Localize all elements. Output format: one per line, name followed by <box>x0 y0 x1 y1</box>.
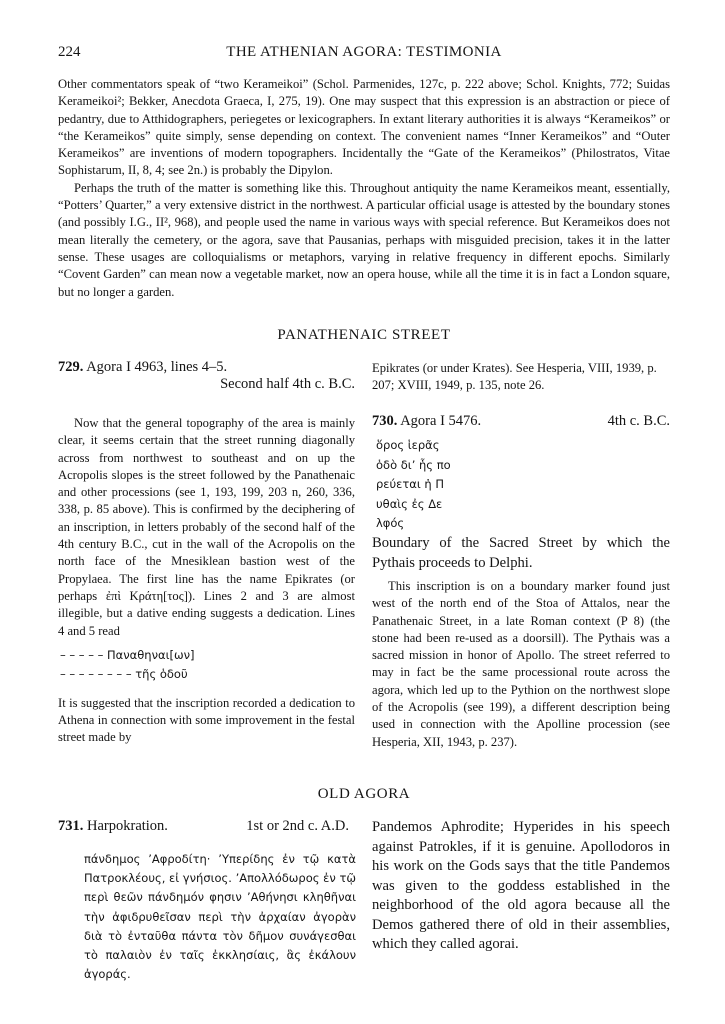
entry-730-body <box>372 578 670 751</box>
entry-731-greek-text: πάνδημος ’Αφροδίτη· ’Υπερίδης ἐν τῷ κατὰ Πατροκλέους, εἰ γνήσιος. ’Απολλόδωρος ἐν τῷ περὶ θεῶν πάνδημόν φησιν ’Αθήνησι κληθῆναι τὴν ἀφιδρυθεῖσαν περὶ τὴν ἀρχαίαν ἀγορὰν διὰ τὸ ἐνταῦθα πάντα τὸν δῆμον συνάγεσθαι τὸ παλαιὸν ἐν ταῖς ἐκκλησίαις, ἃς ἐκάλουν ἀγοράς. <box>84 852 356 982</box>
entry-date: 1st or 2nd c. A.D. <box>246 818 349 834</box>
running-header <box>58 44 670 66</box>
entry-729-paragraph-2: It is suggested that the inscription recorded a dedication to Athena in connection with some improvement in the festal street made by <box>58 695 355 745</box>
entry-source: Agora I 4963, lines 4–5. <box>86 359 228 375</box>
greek-line: λφός <box>376 516 405 530</box>
entry-731-heading <box>58 818 355 835</box>
intro-text <box>58 76 670 301</box>
entry-source: Agora I 5476. <box>400 413 482 429</box>
greek-line: ρεύεται ἡ Π <box>376 477 445 491</box>
page-number: 224 <box>58 44 81 60</box>
entry-date: Second half 4th c. B.C. <box>220 376 355 392</box>
greek-line: ὅρος ἱερᾶς <box>376 438 440 452</box>
inscription-line-4: – – – – – Παναθηναι[ων] <box>60 647 195 662</box>
entry-729-paragraph: Now that the general topography of the area is mainly clear, it seems certain that the street running diagonally across from northwest to southeast and on up the Acropolis slopes is the street followed by the Panathenaic and other processions (see 1, 193, 199, 203 n, 260, 336, 338, p. 85 above). This is confirmed by the deciphering of an inscription, in letters probably of the second half of the 4th century B.C., cut in the wall of the Acropolis on the north face of the Mnesiklean bastion west of the Propylaea. The first line has the name Epikrates (or perhaps ἐπὶ Κράτη[τος]). Lines 2 and 3 are almost illegible, but a dative ending suggests a dedication. Lines 4 and 5 read <box>58 416 355 638</box>
entry-date: 4th c. B.C. <box>607 413 670 429</box>
inscription-line-5: – – – – – – – – τῆς ὁδοῦ <box>60 667 188 682</box>
entry-number: 731. <box>58 818 84 834</box>
section-heading-panathenaic-street: PANATHENAIC STREET <box>277 327 451 343</box>
entry-number: 729. <box>58 359 84 375</box>
running-title: THE ATHENIAN AGORA: TESTIMONIA <box>226 44 502 60</box>
entry-730-translation: Boundary of the Sacred Street by which the Pythais proceeds to Delphi. <box>372 535 670 571</box>
section-heading-old-agora: OLD AGORA <box>317 786 411 802</box>
entry-730-paragraph: This inscription is on a boundary marker found just west of the north end of the Stoa of Attalos, near the Panathenaic Street, in a late Roman context (P 8) (the stone had been re-used as a doorsill). The Pythais was a sacred mission in honor of Apollo. The street referred to may in fact be the same processional route across the agora, which led up to the Pythion on the northwest slope of the Acropolis (see 199), a different description being used in connection with the Apolline procession (see Hesperia, XII, 1943, p. 237). <box>372 579 670 749</box>
entry-730-heading <box>372 413 670 430</box>
entry-731-translation: Pandemos Aphrodite; Hyperides in his speech against Patrokles, if it is genuine. Apollodoros in his work on the Gods says that the title Pandemos was given to the goddess established in the neighborhood of the old agora because all the Demos gathered there of old in their assemblies, which they called agorai. <box>372 819 670 952</box>
greek-line: υθαὶς ἐς Δε <box>376 496 443 511</box>
entry-729-heading <box>58 359 355 393</box>
entry-source: Harpokration. <box>87 818 168 834</box>
intro-paragraph-1: Other commentators speak of “two Kerameikoi” (Schol. Parmenides, 127c, p. 222 above; Schol. Knights, 772; Suidas Kerameikoi²; Bekker, Anecdota Graeca, I, 275, 19). One may suspect that this expression is an abstraction or piece of pedantry, due to Atthidographers, periegetes or lexicographers. In extant literary authorities it is always “Kerameikos” or “the Kerameikos” quite simply, sense depending on context. The convenient names “Inner Kerameikos” and “Outer Kerameikos” are inventions of modern topographers. Incidentally the “Gate of the Kerameikos” (Philostratos, Vitae Sophistarum, II, 8, 4; see 2n.) is probably the Dipylon. <box>58 77 670 178</box>
entry-729-continuation: Epikrates (or under Krates). See Hesperia, VIII, 1939, p. 207; XVIII, 1949, p. 135, note 26. <box>372 361 657 393</box>
entry-number: 730. <box>372 413 398 429</box>
intro-paragraph-2: Perhaps the truth of the matter is something like this. Throughout antiquity the name Kerameikos meant, essentially, “Potters’ Quarter,” a very extensive district in the northwest. A particular official usage is attested by the boundary stones (and possibly I.G., II², 968), and people used the name in various ways with special reference. But Kerameikos does not mean literally the cemetery, or the agora, save that Pausanias, perhaps with misguided precision, takes it in the latter sense. These usages are colloquialisms or metaphors, varying in relative frequency in different epochs. Similarly “Covent Garden” can mean now a vegetable market, now an opera house, while all the time it is in fact a London square, but no longer a garden. <box>58 180 670 299</box>
entry-730-greek-inscription <box>376 436 674 534</box>
entry-729-body <box>58 415 355 747</box>
greek-line: ὁδὸ δι’ ἧς πο <box>376 457 451 472</box>
